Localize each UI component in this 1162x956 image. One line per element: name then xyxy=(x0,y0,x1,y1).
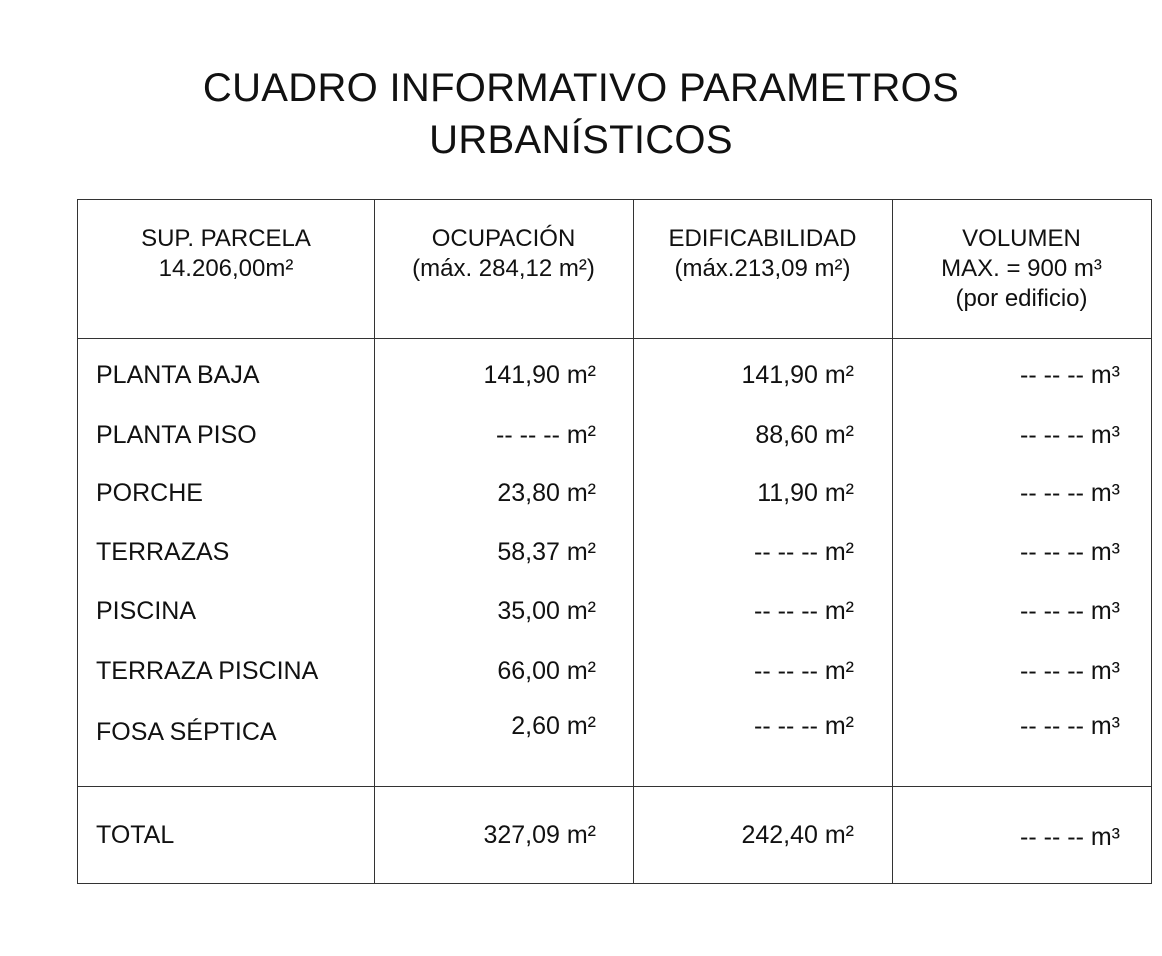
title-line-2: URBANÍSTICOS xyxy=(429,118,733,162)
total-row xyxy=(78,815,1151,855)
volumen-value: -- -- -- m³ xyxy=(1020,538,1120,566)
header-ocupacion-label: OCUPACIÓN xyxy=(431,225,576,252)
parameters-table xyxy=(77,199,1152,884)
row-label: PORCHE xyxy=(96,479,203,507)
volumen-value: -- -- -- m³ xyxy=(1020,657,1120,685)
volumen-value: -- -- -- m³ xyxy=(1020,479,1120,507)
edificabilidad-value: 88,60 m² xyxy=(755,421,854,449)
ocupacion-value: -- -- -- m² xyxy=(496,421,596,449)
header-volumen xyxy=(892,224,1151,314)
row-label: PISCINA xyxy=(96,597,197,625)
row-label: FOSA SÉPTICA xyxy=(96,718,277,746)
volumen-value: -- -- -- m³ xyxy=(1020,361,1120,389)
table-row xyxy=(78,591,1151,631)
edificabilidad-value: -- -- -- m² xyxy=(754,538,854,566)
document-title xyxy=(0,62,1162,166)
header-edificabilidad xyxy=(633,224,892,284)
edificabilidad-value: -- -- -- m² xyxy=(754,712,854,740)
row-label: TERRAZAS xyxy=(96,538,230,566)
title-line-1: CUADRO INFORMATIVO PARAMETROS xyxy=(202,66,960,110)
table-row xyxy=(78,712,1151,752)
ocupacion-value: 23,80 m² xyxy=(497,479,596,507)
edificabilidad-value: -- -- -- m² xyxy=(754,657,854,685)
total-label: TOTAL xyxy=(96,821,175,849)
table-row xyxy=(78,651,1151,691)
header-divider xyxy=(78,338,1151,339)
total-ocupacion-value: 327,09 m² xyxy=(483,821,596,849)
total-volumen-value: -- -- -- m³ xyxy=(1020,823,1120,851)
header-sup-parcela-value: 14.206,00m² xyxy=(158,255,294,282)
header-volumen-note: (por edificio) xyxy=(955,285,1088,312)
ocupacion-value: 2,60 m² xyxy=(511,712,596,740)
volumen-value: -- -- -- m³ xyxy=(1020,597,1120,625)
header-volumen-label: VOLUMEN xyxy=(962,225,1081,252)
edificabilidad-value: 11,90 m² xyxy=(757,479,854,507)
row-label: PLANTA PISO xyxy=(96,421,257,449)
ocupacion-value: 141,90 m² xyxy=(483,361,596,389)
edificabilidad-value: -- -- -- m² xyxy=(754,597,854,625)
header-sup-parcela-label: SUP. PARCELA xyxy=(141,225,311,252)
header-sup-parcela xyxy=(78,224,374,284)
table-row xyxy=(78,415,1151,455)
row-label: TERRAZA PISCINA xyxy=(96,657,319,685)
edificabilidad-value: 141,90 m² xyxy=(741,361,854,389)
header-edificabilidad-max: (máx.213,09 m²) xyxy=(674,255,851,282)
ocupacion-value: 35,00 m² xyxy=(497,597,596,625)
total-edificabilidad-value: 242,40 m² xyxy=(741,821,854,849)
ocupacion-value: 66,00 m² xyxy=(497,657,596,685)
table-row xyxy=(78,473,1151,513)
table-row xyxy=(78,355,1151,395)
total-divider xyxy=(78,786,1151,787)
table-row xyxy=(78,532,1151,572)
header-ocupacion-max: (máx. 284,12 m²) xyxy=(412,255,595,282)
volumen-value: -- -- -- m³ xyxy=(1020,712,1120,740)
row-label: PLANTA BAJA xyxy=(96,361,260,389)
header-edificabilidad-label: EDIFICABILIDAD xyxy=(668,225,857,252)
volumen-value: -- -- -- m³ xyxy=(1020,421,1120,449)
ocupacion-value: 58,37 m² xyxy=(497,538,596,566)
header-volumen-max: MAX. = 900 m³ xyxy=(941,255,1102,282)
header-ocupacion xyxy=(374,224,633,284)
